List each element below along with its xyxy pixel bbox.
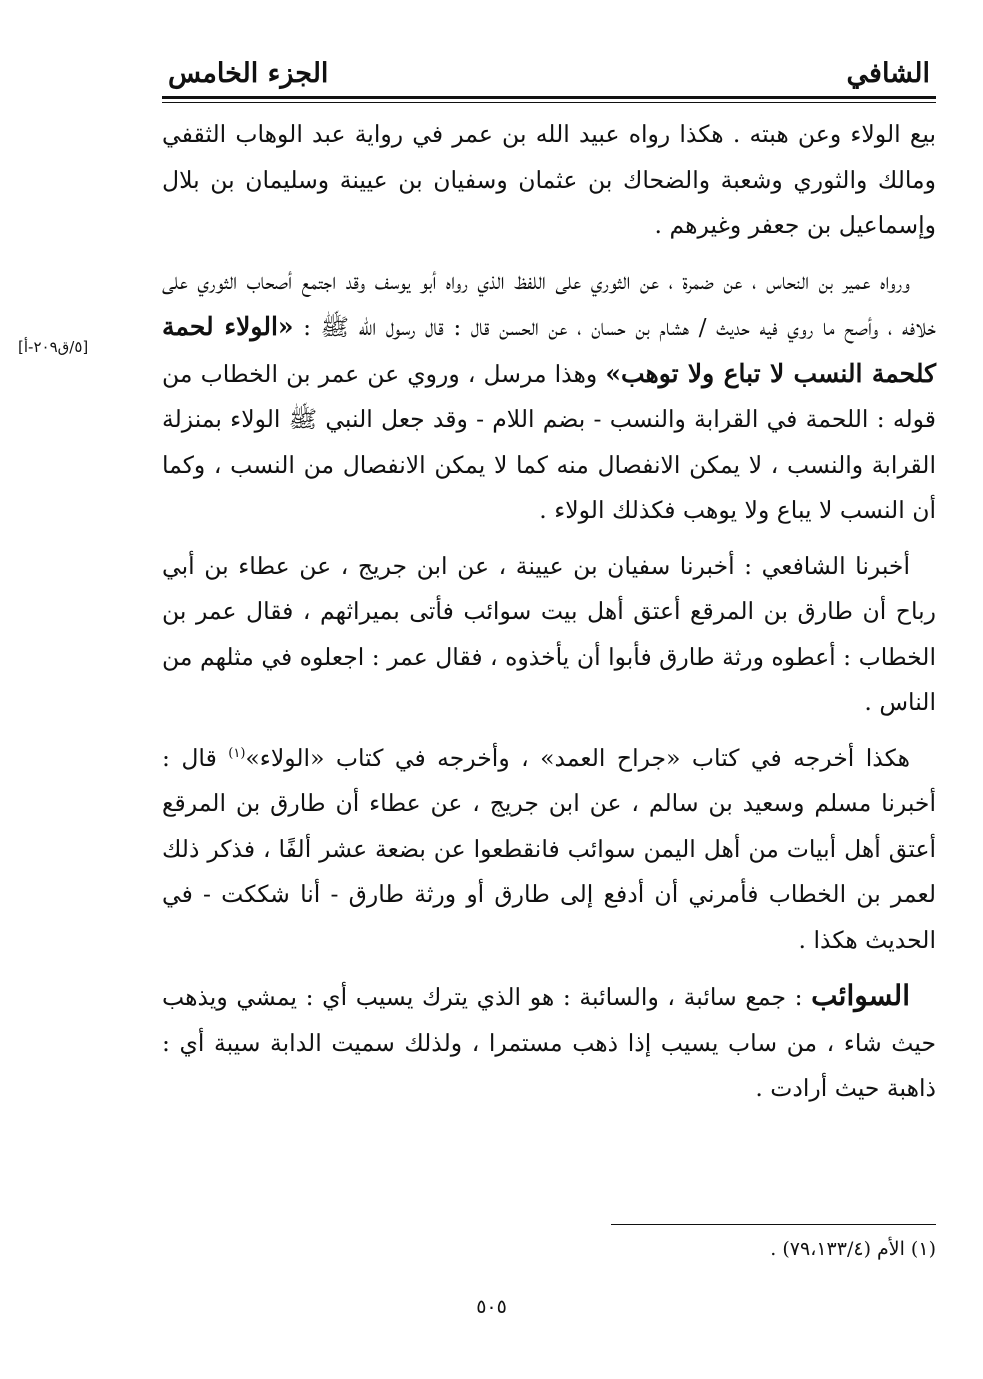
paragraph-4 bbox=[162, 736, 936, 964]
gloss-term: السوائب bbox=[811, 979, 910, 1012]
footnote: (١) الأم (٧٩،١٣٣/٤) . bbox=[770, 1238, 936, 1260]
paragraph-4-text-b: قال : أخبرنا مسلم وسعيد بن سالم ، عن ابن جريج ، عن عطاء أن طارق بن المرقع أعتق أهل أبيات من أهل اليمن سوائب فانقطعوا عن بضعة عشر ألفًا ، فذكر ذلك لعمر بن الخطاب فأمرني أن أدفع إلى طارق أو ورثة طارق - أنا شككت - في الحديث هكذا . bbox=[162, 743, 936, 954]
header-rule-thin bbox=[162, 102, 936, 103]
paragraph-5-text: : جمع سائبة ، والسائبة : هو الذي يترك يسيب أي : يمشي ويذهب حيث شاء ، من ساب يسيب إذا ذهب مستمرا ، ولذلك سميت الدابة سيبة أي : ذاهبة حيث أرادت . bbox=[162, 983, 936, 1102]
footnote-ref: (١) bbox=[228, 745, 246, 761]
paragraph-2-text-b: وهذا مرسل ، وروي عن عمر بن الخطاب من قوله : اللحمة في القرابة والنسب - بضم اللام - وقد جعل النبي ﷺ الولاء بمنزلة القرابة والنسب ، لا يمكن الانفصال منه كما لا يمكن الانفصال من النسب ، وكما أن النسب لا يباع ولا يوهب فكذلك الولاء . bbox=[162, 359, 936, 524]
paragraph-3-text: أخبرنا الشافعي : أخبرنا سفيان بن عيينة ، عن ابن جريج ، عن عطاء بن أبي رباح أن طارق بن المرقع أعتق أهل بيت سوائب فأتى بميراثهم ، فقال عمر بن الخطاب : أعطوه ورثة طارق فأبوا أن يأخذوه ، فقال عمر : اجعلوه في مثلهم من الناس . bbox=[162, 551, 936, 716]
hadith-quote: «الولاء لحمة كلحمة النسب لا تباع ولا توهب» bbox=[162, 312, 936, 388]
volume-title: الجزء الخامس bbox=[168, 58, 329, 89]
header-rule-thick bbox=[162, 96, 936, 99]
manuscript-folio-note: [٥/ق٢٠٩-أ] bbox=[18, 338, 89, 356]
paragraph-3 bbox=[162, 544, 936, 726]
running-header bbox=[162, 54, 936, 100]
paragraph-4-text-a: هكذا أخرجه في كتاب «جراح العمد» ، وأخرجه في كتاب «الولاء» bbox=[245, 743, 910, 772]
main-text bbox=[162, 112, 936, 1122]
paragraph-1-text: بيع الولاء وعن هبته . هكذا رواه عبيد الله بن عمر في رواية عبد الوهاب الثقفي ومالك والثوري وشعبة والضحاك بن عثمان وسفيان بن عيينة وسليمان بن بلال وإسماعيل بن جعفر وغيرهم . bbox=[162, 120, 936, 239]
paragraph-2 bbox=[162, 259, 936, 534]
paragraph-2-text-a: ورواه عمير بن النحاس ، عن ضمرة ، عن الثوري على اللفظ الذي رواه أبو يوسف وقد اجتمع أصحاب الثوري على خلافه ، وأصح ما روي فيه حديث / هشام بن حسان ، عن الحسن قال : قال رسول الله ﷺ : bbox=[162, 266, 936, 341]
book-title: الشافي bbox=[846, 58, 930, 89]
paragraph-1 bbox=[162, 112, 936, 249]
footnote-rule bbox=[611, 1224, 936, 1225]
page-number: ٥٠٥ bbox=[476, 1296, 507, 1318]
paragraph-5 bbox=[162, 973, 936, 1112]
